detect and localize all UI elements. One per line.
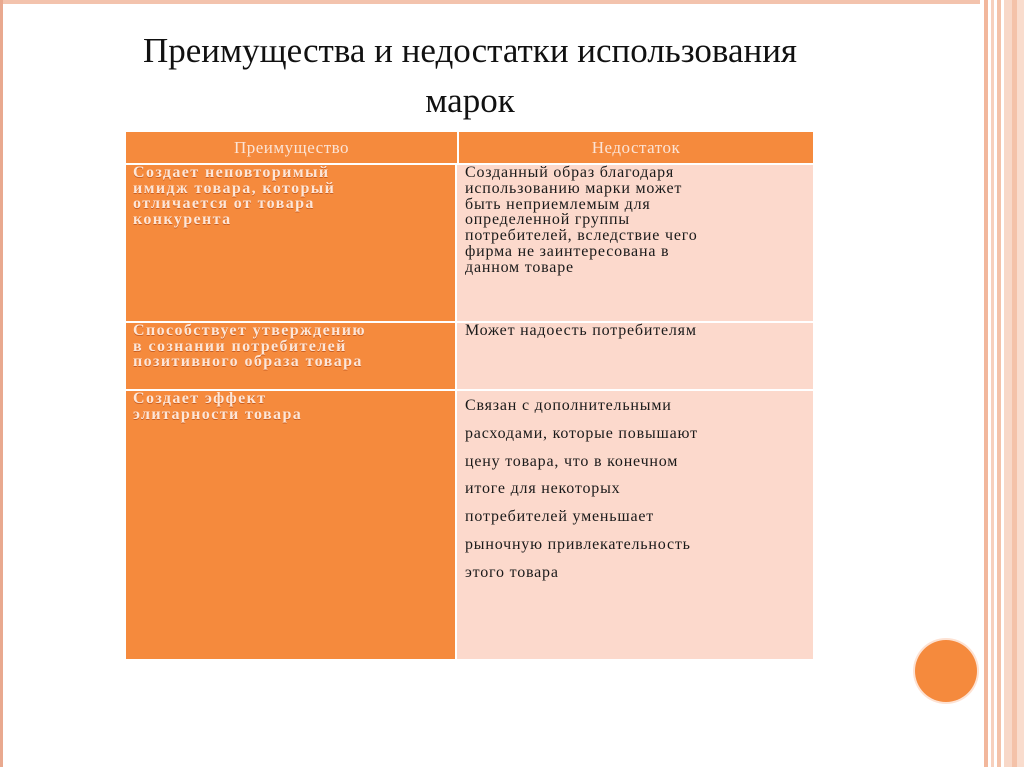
decorative-circle <box>915 640 977 702</box>
header-disadvantage: Недостаток <box>591 138 681 157</box>
table-row <box>126 163 813 321</box>
advantage-cell <box>126 391 457 659</box>
header-advantage: Преимущество <box>126 132 459 163</box>
table-row <box>126 321 813 389</box>
slide-top-border <box>0 0 1024 4</box>
table-row <box>126 389 813 659</box>
decorative-side-stripes <box>980 0 1024 767</box>
disadvantage-cell <box>457 323 813 389</box>
slide-left-border <box>0 0 3 767</box>
disadvantage-text: Может надоесть потребителям <box>465 323 697 339</box>
advantage-text: Создает эффект элитарности товара <box>133 391 303 423</box>
advantage-cell <box>126 165 457 321</box>
table-header-row <box>126 132 813 163</box>
disadvantage-cell <box>457 165 813 321</box>
advantage-text: Способствует утверждению в сознании потребителей позитивного образа товара <box>133 323 366 370</box>
disadvantage-text: Созданный образ благодаря использованию марки может быть неприемлемым для определенной группы потребителей, вследствие чего фирма не заинтересована в данном товаре <box>465 165 698 276</box>
slide-title-line-2: марок <box>425 81 515 120</box>
disadvantage-cell <box>457 391 813 659</box>
slide-title-line-1: Преимущества и недостатки использования <box>142 31 798 70</box>
disadvantage-text: Связан с дополнительными расходами, которые повышают цену товара, что в конечном итоге для некоторых потребителей уменьшает рыночную привлекательность этого товара <box>465 397 698 581</box>
slide-title <box>40 26 900 126</box>
advantage-cell <box>126 323 457 389</box>
advantage-text: Создает неповторимый имидж товара, который отличается от товара конкурента <box>133 165 336 228</box>
comparison-table <box>126 132 813 659</box>
